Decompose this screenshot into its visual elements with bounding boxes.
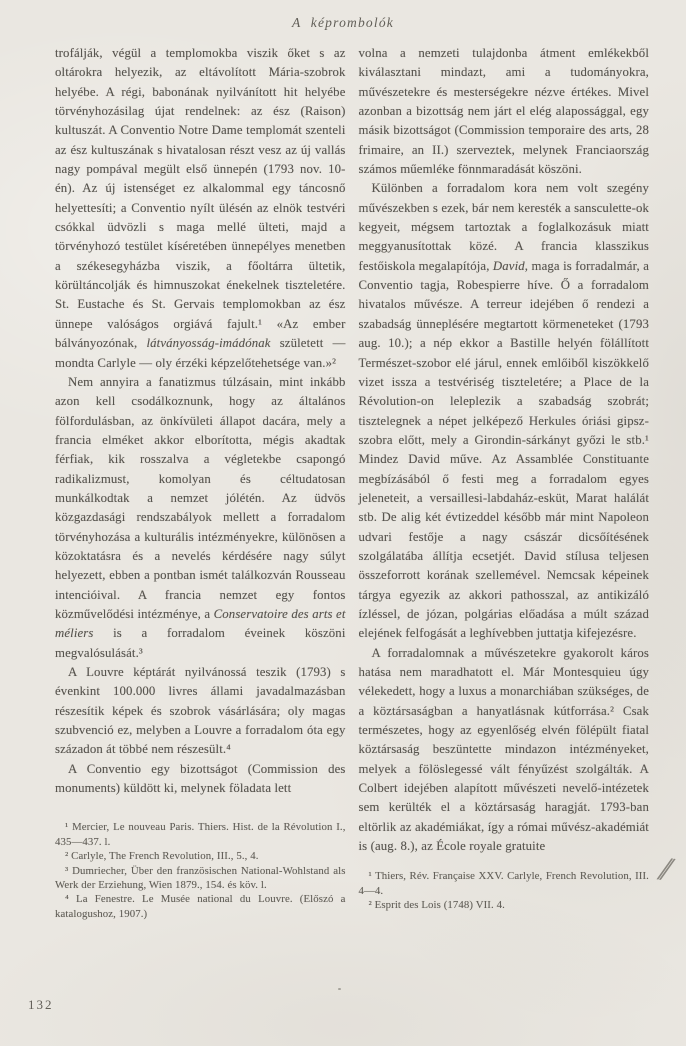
italic-text-run: Conservatoire des arts et méliers [55,606,346,641]
paragraph [55,760,346,799]
text-run: A Conventio egy bizottságot (Commission des monuments) küldött ki, melynek föladata lett [55,761,346,796]
text-run: A Louvre képtárát nyilvánossá teszik (1793) s évenkint 100.000 livres állami javadalmazásban részesítik képek és szobrok vásárlására; oly magas szubvenció ez, melyben a Louvre a forradalom óta egy századon át többé nem részesült.⁴ [55,665,346,757]
footnote: ³ Dumriecher, Über den französischen National-Wohlstand als Werk der Erziehung, Wien 1879., 154. és köv. l. [55,864,346,892]
running-header-title: A képrombolók [292,15,394,30]
footnote: ¹ Mercier, Le nouveau Paris. Thiers. Hist. de la Révolution I., 435—437. l. [55,821,346,848]
paragraph [55,373,346,663]
text-run: trofálják, végül a templomokba viszik őket s az oltárokra helyezik, az eltávolított Mária-szobrok helyébe. A régi, babonának nyilvánított hit helyébe törvényhozásilag újat rendelnek: az ész (Raison) kultuszát. A Conventio Notre Dame templomát szenteli az ész kultuszának s hivatalosan részt vesz az új vallás nagy pompával megült első ünnepén (1793 nov. 10-én). Az új istenséget ez alkalommal egy táncosnő helyettesíti; a Conventio nyílt ülésén az elnök testvéri csókkal üdvözli s maga mellé ülteti, majd a törvényhozó testület kíséretében ünnepélyes menetben a székesegyházba viszik, a főoltárra ültetik, körültáncolják és himnuszokat énekelnek tiszteletére. St. Eustache és St. Gervais templomokban az ész ünnepe valóságos orgiává fajult.¹ «Az ember bálványozónak, [55,46,346,351]
scan-speck [338,988,341,990]
left-column [55,44,346,921]
footnote: ⁴ La Fenestre. Le Musée national du Louvre. (Előszó a katalogushoz, 1907.) [55,893,346,920]
right-column-footnotes [359,869,650,912]
left-column-footnotes [55,820,346,921]
text-run: Nem annyira a fanatizmus túlzásain, mint inkább azon kell csodálkoznunk, hogy az általános fölfordulásban, az önkívületi állapot dacára, mely a francia elméket akkor elborította, mégis akadtak férfiak, kik rosszalva a végletekbe csapongó radikalizmust, komolyan és céltudatosan munkálkodtak a nemzet jólétén. Az üdvös közgazdasági rendszabályok mellett a forradalom törvényhozása a kulturális intézményekre, különösen a közoktatásra és a nevelés kérdésére nagy súlyt helyezett, ebben a pontban ismét találkozván Rousseau intencióival. A francia nemzet egy fontos közművelődési intézménye, a [55,374,346,621]
paragraph [359,179,650,643]
footnote: ² Carlyle, The French Revolution, III., 5., 4. [65,850,259,863]
page-number: 132 [28,997,54,1012]
pencil-mark-annotation: // [657,850,668,888]
paragraph [359,44,650,179]
text-run: Különben a forradalom kora nem volt szegény művészekben s ezek, bár nem keresték a sansculette-ok kegyeit, mégsem tartoztak a foglalkozásuk miatt meggyanusítottak közé. A francia klasszikus festőiskola megalapítója, [358,181,649,273]
text-run: is a forradalom éveinek köszöni megvalósulását.³ [55,626,346,660]
right-column [359,44,650,921]
footnote: ¹ Thiers, Rév. Française XXV. Carlyle, French Revolution, III. 4—4. [358,870,649,897]
text-run: született — mondta Carlyle — oly érzéki képzelőtehetsége van.»² [55,336,346,370]
text-run: A forradalomnak a művészetekre gyakorolt káros hatása nem maradhatott el. Már Montesquieu úgy vélekedett, hogy a luxus a monarchiában szükséges, de a köztársaságban a hanyatlásnak kútforrása.² Csak természetes, hogy az egyenlőség elvén fölépült fiatal köztársaság beszüntette mindazon intézményeket, melyek a fölöslegessé vált fényűzést szolgálták. A Colbert idejében alapított művészeti nevelő-intézetek sem kerülték el a köztársaság haragját. 1793-ban eltörlik az akadémiákat, így a római művész-akadémiát is (aug. 8.), az École royale gratuite [358,645,649,854]
footnote: ² Esprit des Lois (1748) VII. 4. [368,899,505,912]
paragraph [359,644,650,857]
text-run: , maga is forradalmár, a Conventio tagja, Robespierre híve. Ő a forradalom hivatalos művésze. A terreur idejében ő rendezi a szabadság ünneplésére megtartott körmeneteket (1793 aug. 10.); a nép ekkor a Bastille helyén fölállított Természet-szobor elé járul, ennek emlőiből kiszökkelő vizet issza a testvériség tiszteletére; a Place de la Révolution-on leleplezik a szabadság szobrát; tisztelegnek a népet jelképező Herkules óriási gipsz-szobra előtt, mely a Girondin-sárkányt győzi le stb.¹ Mindez David műve. Az Assamblée Constituante megbízásából ő festi meg a forradalom egyes jeleneteit, a versaillesi-labdaház-esküt, Marat halálát stb. De alig két évtizeddel később már mint Napoleon udvari festője a nagy császár dicsőítésének szolgálatába állítja ecsetjét. David stílusa teljesen összeforrott korának szellemével. Nemcsak képeinek tárgya egyezik az akkori pathosszal, az antikizáló ízléssel, de józan, polgárias előadása a múlt század elejének felfogását a leghívebben juttatja kifejezésre. [358,258,649,641]
italic-text-run: David [492,258,525,273]
left-column-body [55,44,346,798]
right-column-body [359,44,650,856]
paragraph [55,44,346,373]
text-columns [0,31,686,921]
italic-text-run: látványosság-imádónak [146,336,271,351]
paragraph [55,663,346,760]
text-run: volna a nemzeti tulajdonba átment emlékekből kiválasztani mindazt, ami a tudományokra, művészetekre és mesterségekre nézve értékes. Mivel azonban a bizottság nem járt el elég alapossággal, egy másik bizottságot (Commission temporaire des arts, 28 frimaire, an II.) szerveztek, melynek Franciaország számos műemléke fönnmaradását köszöni. [358,46,649,177]
